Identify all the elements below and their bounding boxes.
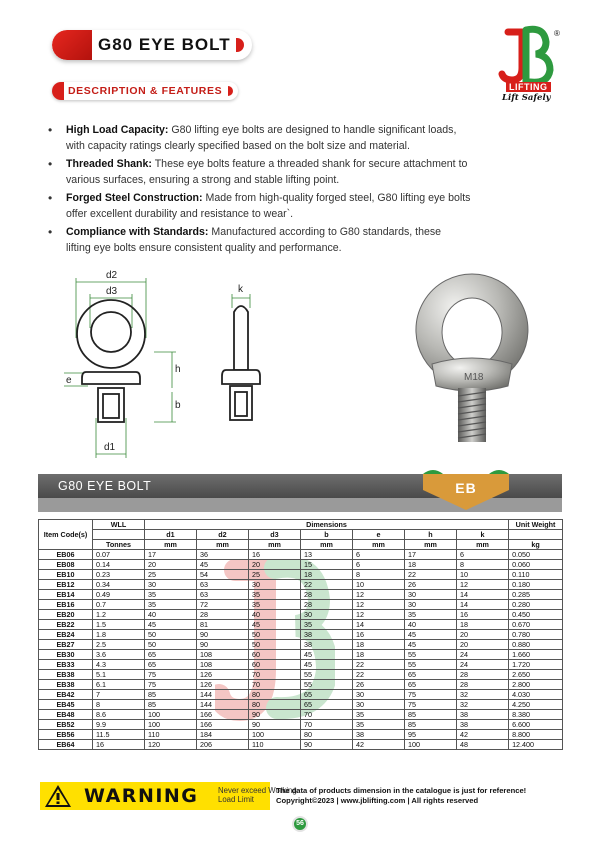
- dim-k-label: k: [238, 284, 243, 295]
- table-cell: 16: [353, 630, 405, 640]
- table-cell: 65: [405, 680, 457, 690]
- weight-blank: [509, 530, 563, 540]
- table-cell: 80: [301, 730, 353, 740]
- table-cell: 18: [457, 620, 509, 630]
- table-cell: 12: [353, 590, 405, 600]
- table-cell: 11.5: [93, 730, 145, 740]
- table-cell: 22: [353, 670, 405, 680]
- page-title: G80 EYE BOLT: [98, 35, 231, 54]
- table-cell: 100: [405, 740, 457, 750]
- table-row: [39, 690, 563, 700]
- table-cell: 0.180: [509, 580, 563, 590]
- dim-b-label: b: [175, 400, 181, 411]
- specs-table-body: [39, 550, 563, 750]
- table-cell: 100: [145, 710, 197, 720]
- unit-e: mm: [353, 540, 405, 550]
- item-code-cell: EB42: [39, 690, 93, 700]
- table-cell: 80: [249, 690, 301, 700]
- table-cell: 2.650: [509, 670, 563, 680]
- table-cell: 6: [457, 550, 509, 560]
- col-d1: d1: [145, 530, 197, 540]
- table-row: [39, 680, 563, 690]
- table-cell: 72: [197, 600, 249, 610]
- table-cell: 35: [405, 610, 457, 620]
- table-cell: 42: [457, 730, 509, 740]
- table-cell: 16: [249, 550, 301, 560]
- item-code-cell: EB33: [39, 660, 93, 670]
- unit-wll: Tonnes: [93, 540, 145, 550]
- table-cell: 38: [301, 640, 353, 650]
- table-cell: 108: [197, 650, 249, 660]
- table-cell: 1.5: [93, 620, 145, 630]
- table-row: [39, 630, 563, 640]
- logo-tagline: Lift Safely: [502, 93, 551, 103]
- table-cell: 7: [93, 690, 145, 700]
- table-cell: 20: [457, 640, 509, 650]
- table-cell: 55: [405, 660, 457, 670]
- col-dimensions: Dimensions: [145, 520, 509, 530]
- item-code-cell: EB30: [39, 650, 93, 660]
- table-cell: 13: [301, 550, 353, 560]
- feature-text: These eye bolts feature a threaded shank for secure attachment to: [151, 158, 468, 170]
- table-cell: 0.050: [509, 550, 563, 560]
- table-cell: 1.660: [509, 650, 563, 660]
- item-code-cell: EB10: [39, 570, 93, 580]
- table-cell: 0.780: [509, 630, 563, 640]
- table-cell: 8.6: [93, 710, 145, 720]
- table-cell: 8: [457, 560, 509, 570]
- table-cell: 38: [353, 730, 405, 740]
- table-cell: 0.670: [509, 620, 563, 630]
- table-cell: 75: [145, 680, 197, 690]
- table-cell: 6: [353, 560, 405, 570]
- item-code-cell: EB48: [39, 710, 93, 720]
- feature-item: [48, 190, 548, 222]
- table-cell: 144: [197, 690, 249, 700]
- table-cell: 26: [353, 680, 405, 690]
- table-cell: 30: [353, 700, 405, 710]
- table-cell: 0.34: [93, 580, 145, 590]
- table-cell: 20: [145, 560, 197, 570]
- col-k: k: [457, 530, 509, 540]
- table-row: [39, 570, 563, 580]
- feature-text-cont: offer excellent durability and resistance to wear`.: [66, 208, 294, 220]
- table-row: [39, 720, 563, 730]
- table-cell: 35: [249, 600, 301, 610]
- table-cell: 48: [457, 740, 509, 750]
- table-row: [39, 580, 563, 590]
- table-row: [39, 640, 563, 650]
- table-row: [39, 590, 563, 600]
- table-cell: 1.720: [509, 660, 563, 670]
- table-cell: 63: [197, 580, 249, 590]
- section-title: DESCRIPTION & FEATURES: [68, 85, 223, 97]
- table-row: [39, 700, 563, 710]
- item-code-cell: EB64: [39, 740, 93, 750]
- table-cell: 184: [197, 730, 249, 740]
- feature-heading: Compliance with Standards:: [66, 226, 209, 238]
- table-cell: 14: [353, 620, 405, 630]
- eye-bolt-photo: [408, 268, 536, 448]
- warning-box: [40, 782, 297, 810]
- table-cell: 6.1: [93, 680, 145, 690]
- table-cell: 18: [301, 570, 353, 580]
- dim-d3-label: d3: [106, 286, 118, 297]
- section-end-cap: [228, 86, 233, 96]
- table-cell: 8.800: [509, 730, 563, 740]
- feature-text-cont: with capacity ratings clearly specified based on the bolt size and material.: [66, 140, 410, 152]
- table-cell: 65: [301, 700, 353, 710]
- table-cell: 22: [301, 580, 353, 590]
- table-cell: 60: [249, 650, 301, 660]
- table-cell: 30: [405, 590, 457, 600]
- feature-item: [48, 156, 548, 188]
- table-cell: 35: [249, 590, 301, 600]
- banner-title: G80 EYE BOLT: [58, 479, 152, 493]
- warning-note: Never exceed Working Load Limit: [218, 786, 297, 804]
- table-cell: 36: [197, 550, 249, 560]
- unit-d2: mm: [197, 540, 249, 550]
- table-cell: 35: [353, 710, 405, 720]
- table-cell: 95: [405, 730, 457, 740]
- table-cell: 90: [197, 640, 249, 650]
- table-cell: 22: [405, 570, 457, 580]
- table-cell: 30: [301, 610, 353, 620]
- table-cell: 40: [405, 620, 457, 630]
- item-code-cell: EB14: [39, 590, 93, 600]
- table-row: [39, 600, 563, 610]
- table-cell: 85: [405, 710, 457, 720]
- table-row: [39, 560, 563, 570]
- table-row: [39, 740, 563, 750]
- table-cell: 55: [405, 650, 457, 660]
- item-code-cell: EB12: [39, 580, 93, 590]
- table-cell: 38: [301, 630, 353, 640]
- item-code-cell: EB06: [39, 550, 93, 560]
- table-cell: 14: [457, 600, 509, 610]
- page-title-pill: [52, 30, 252, 60]
- table-cell: 85: [145, 690, 197, 700]
- feature-text: Made from high-quality forged steel, G80 lifting eye bolts: [202, 192, 471, 204]
- table-cell: 65: [301, 690, 353, 700]
- table-cell: 50: [249, 630, 301, 640]
- table-cell: 120: [145, 740, 197, 750]
- unit-weight: kg: [509, 540, 563, 550]
- table-cell: 0.07: [93, 550, 145, 560]
- unit-d1: mm: [145, 540, 197, 550]
- table-cell: 8: [353, 570, 405, 580]
- table-cell: 24: [457, 650, 509, 660]
- table-cell: 35: [145, 600, 197, 610]
- table-cell: 166: [197, 710, 249, 720]
- table-cell: 25: [249, 570, 301, 580]
- feature-heading: High Load Capacity:: [66, 124, 169, 136]
- table-cell: 32: [457, 690, 509, 700]
- table-cell: 9.9: [93, 720, 145, 730]
- table-cell: 55: [301, 670, 353, 680]
- disclaimer-line: The data of products dimension in the catalogue is just for reference!: [276, 786, 527, 795]
- features-list: [48, 122, 548, 258]
- table-cell: 0.880: [509, 640, 563, 650]
- table-cell: 85: [145, 700, 197, 710]
- col-unit-weight: Unit Weight: [509, 520, 563, 530]
- table-cell: 6.600: [509, 720, 563, 730]
- item-code-cell: EB38: [39, 680, 93, 690]
- table-cell: 100: [145, 720, 197, 730]
- table-cell: 0.280: [509, 600, 563, 610]
- table-cell: 0.23: [93, 570, 145, 580]
- table-cell: 32: [457, 700, 509, 710]
- item-code-cell: EB56: [39, 730, 93, 740]
- feature-heading: Threaded Shank:: [66, 158, 152, 170]
- table-cell: 206: [197, 740, 249, 750]
- item-code-cell: EB20: [39, 610, 93, 620]
- table-cell: 45: [405, 640, 457, 650]
- table-cell: 40: [249, 610, 301, 620]
- dim-d2-label: d2: [106, 270, 118, 281]
- table-cell: 70: [249, 670, 301, 680]
- table-subheader-row: [39, 530, 563, 540]
- disclaimer: [276, 786, 566, 806]
- table-cell: 100: [249, 730, 301, 740]
- table-cell: 17: [405, 550, 457, 560]
- dim-h-label: h: [175, 364, 181, 375]
- title-accent: [52, 30, 92, 60]
- table-cell: 65: [145, 650, 197, 660]
- table-cell: 50: [145, 640, 197, 650]
- logo-word: LIFTING: [506, 82, 551, 92]
- table-cell: 0.14: [93, 560, 145, 570]
- table-cell: 17: [145, 550, 197, 560]
- table-cell: 38: [457, 710, 509, 720]
- table-cell: 30: [249, 580, 301, 590]
- item-code-cell: EB45: [39, 700, 93, 710]
- table-cell: 60: [249, 660, 301, 670]
- table-cell: 90: [249, 720, 301, 730]
- table-cell: 15: [301, 560, 353, 570]
- table-cell: 45: [197, 560, 249, 570]
- table-cell: 8.380: [509, 710, 563, 720]
- item-code-cell: EB27: [39, 640, 93, 650]
- side-view-diagram: [206, 278, 276, 428]
- table-cell: 0.060: [509, 560, 563, 570]
- front-view-diagram: [60, 268, 190, 468]
- table-cell: 35: [353, 720, 405, 730]
- table-cell: 28: [457, 680, 509, 690]
- table-cell: 50: [249, 640, 301, 650]
- table-cell: 1.2: [93, 610, 145, 620]
- table-cell: 2.5: [93, 640, 145, 650]
- table-cell: 25: [145, 570, 197, 580]
- table-cell: 0.450: [509, 610, 563, 620]
- table-row: [39, 650, 563, 660]
- table-cell: 26: [405, 580, 457, 590]
- feature-text: G80 lifting eye bolts are designed to handle significant loads,: [168, 124, 457, 136]
- table-cell: 6: [353, 550, 405, 560]
- table-cell: 30: [145, 580, 197, 590]
- table-cell: 70: [301, 720, 353, 730]
- table-cell: 81: [197, 620, 249, 630]
- unit-k: mm: [457, 540, 509, 550]
- feature-heading: Forged Steel Construction:: [66, 192, 203, 204]
- table-cell: 24: [457, 660, 509, 670]
- table-cell: 50: [145, 630, 197, 640]
- item-code-cell: EB08: [39, 560, 93, 570]
- feature-text-cont: lifting eye bolts ensure consistent quality and performance.: [66, 242, 342, 254]
- table-cell: 54: [197, 570, 249, 580]
- table-cell: 12: [353, 600, 405, 610]
- table-cell: 2.800: [509, 680, 563, 690]
- table-cell: 5.1: [93, 670, 145, 680]
- table-cell: 110: [145, 730, 197, 740]
- table-cell: 10: [457, 570, 509, 580]
- table-cell: 18: [353, 650, 405, 660]
- table-units-row: [39, 540, 563, 550]
- table-cell: 14: [457, 590, 509, 600]
- col-d3: d3: [249, 530, 301, 540]
- table-cell: 20: [457, 630, 509, 640]
- feature-text: Manufactured according to G80 standards, these: [208, 226, 442, 238]
- title-end-cap: [236, 38, 244, 52]
- table-cell: 55: [301, 680, 353, 690]
- table-cell: 4.3: [93, 660, 145, 670]
- page-number: 56: [292, 816, 308, 832]
- table-cell: 1.8: [93, 630, 145, 640]
- table-cell: 16: [93, 740, 145, 750]
- table-cell: 12.400: [509, 740, 563, 750]
- table-cell: 35: [301, 620, 353, 630]
- table-cell: 166: [197, 720, 249, 730]
- unit-b: mm: [301, 540, 353, 550]
- table-cell: 8: [93, 700, 145, 710]
- item-code-cell: EB38: [39, 670, 93, 680]
- registered-mark: ®: [554, 29, 560, 38]
- table-cell: 35: [145, 590, 197, 600]
- table-row: [39, 710, 563, 720]
- table-cell: 12: [353, 610, 405, 620]
- table-cell: 110: [249, 740, 301, 750]
- table-cell: 3.6: [93, 650, 145, 660]
- table-cell: 20: [249, 560, 301, 570]
- table-cell: 80: [249, 700, 301, 710]
- col-d2: d2: [197, 530, 249, 540]
- dim-e-label: e: [66, 375, 72, 386]
- table-cell: 144: [197, 700, 249, 710]
- table-cell: 126: [197, 670, 249, 680]
- table-cell: 75: [145, 670, 197, 680]
- table-cell: 75: [405, 690, 457, 700]
- table-cell: 18: [405, 560, 457, 570]
- table-cell: 45: [301, 660, 353, 670]
- table-cell: 0.285: [509, 590, 563, 600]
- table-cell: 70: [301, 710, 353, 720]
- specs-table-wrap: [38, 519, 562, 750]
- table-cell: 45: [405, 630, 457, 640]
- table-cell: 40: [145, 610, 197, 620]
- table-cell: 0.49: [93, 590, 145, 600]
- table-cell: 4.030: [509, 690, 563, 700]
- table-cell: 126: [197, 680, 249, 690]
- warning-word: WARNING: [84, 785, 199, 807]
- col-item-code: Item Code(s): [39, 520, 93, 550]
- col-h: h: [405, 530, 457, 540]
- table-row: [39, 670, 563, 680]
- table-cell: 16: [457, 610, 509, 620]
- col-b: b: [301, 530, 353, 540]
- table-row: [39, 550, 563, 560]
- feature-item: [48, 224, 548, 256]
- section-accent: [52, 82, 64, 100]
- table-row: [39, 610, 563, 620]
- table-cell: 90: [197, 630, 249, 640]
- photo-size-marking: M18: [464, 372, 484, 383]
- banner-code: EB: [455, 480, 477, 496]
- table-cell: 90: [249, 710, 301, 720]
- unit-h: mm: [405, 540, 457, 550]
- item-code-cell: EB24: [39, 630, 93, 640]
- table-cell: 75: [405, 700, 457, 710]
- table-cell: 90: [301, 740, 353, 750]
- table-cell: 28: [301, 600, 353, 610]
- wll-blank: [93, 530, 145, 540]
- table-cell: 45: [249, 620, 301, 630]
- table-cell: 28: [457, 670, 509, 680]
- warning-icon: [44, 784, 72, 808]
- table-cell: 108: [197, 660, 249, 670]
- table-cell: 45: [301, 650, 353, 660]
- section-header: [52, 82, 238, 100]
- copyright-line: Copyright©2023 | www.jblifting.com | All rights reserved: [276, 796, 479, 805]
- specs-table: [38, 519, 563, 750]
- table-cell: 63: [197, 590, 249, 600]
- table-cell: 65: [145, 660, 197, 670]
- table-cell: 28: [301, 590, 353, 600]
- item-code-cell: EB22: [39, 620, 93, 630]
- table-cell: 42: [353, 740, 405, 750]
- item-code-cell: EB52: [39, 720, 93, 730]
- table-cell: 10: [353, 580, 405, 590]
- table-cell: 45: [145, 620, 197, 630]
- table-cell: 85: [405, 720, 457, 730]
- feature-item: [48, 122, 548, 154]
- unit-d3: mm: [249, 540, 301, 550]
- table-cell: 0.110: [509, 570, 563, 580]
- col-wll: WLL: [93, 520, 145, 530]
- table-cell: 30: [405, 600, 457, 610]
- table-row: [39, 660, 563, 670]
- table-cell: 4.250: [509, 700, 563, 710]
- table-cell: 18: [353, 640, 405, 650]
- table-cell: 22: [353, 660, 405, 670]
- dim-d1-label: d1: [104, 442, 116, 453]
- table-row: [39, 730, 563, 740]
- table-cell: 38: [457, 720, 509, 730]
- table-row: [39, 620, 563, 630]
- table-header-row: [39, 520, 563, 530]
- table-cell: 12: [457, 580, 509, 590]
- table-cell: 0.7: [93, 600, 145, 610]
- table-cell: 65: [405, 670, 457, 680]
- col-e: e: [353, 530, 405, 540]
- table-cell: 28: [197, 610, 249, 620]
- item-code-cell: EB16: [39, 600, 93, 610]
- table-cell: 70: [249, 680, 301, 690]
- feature-text-cont: various surfaces, ensuring a strong and stable lifting point.: [66, 174, 340, 186]
- table-cell: 30: [353, 690, 405, 700]
